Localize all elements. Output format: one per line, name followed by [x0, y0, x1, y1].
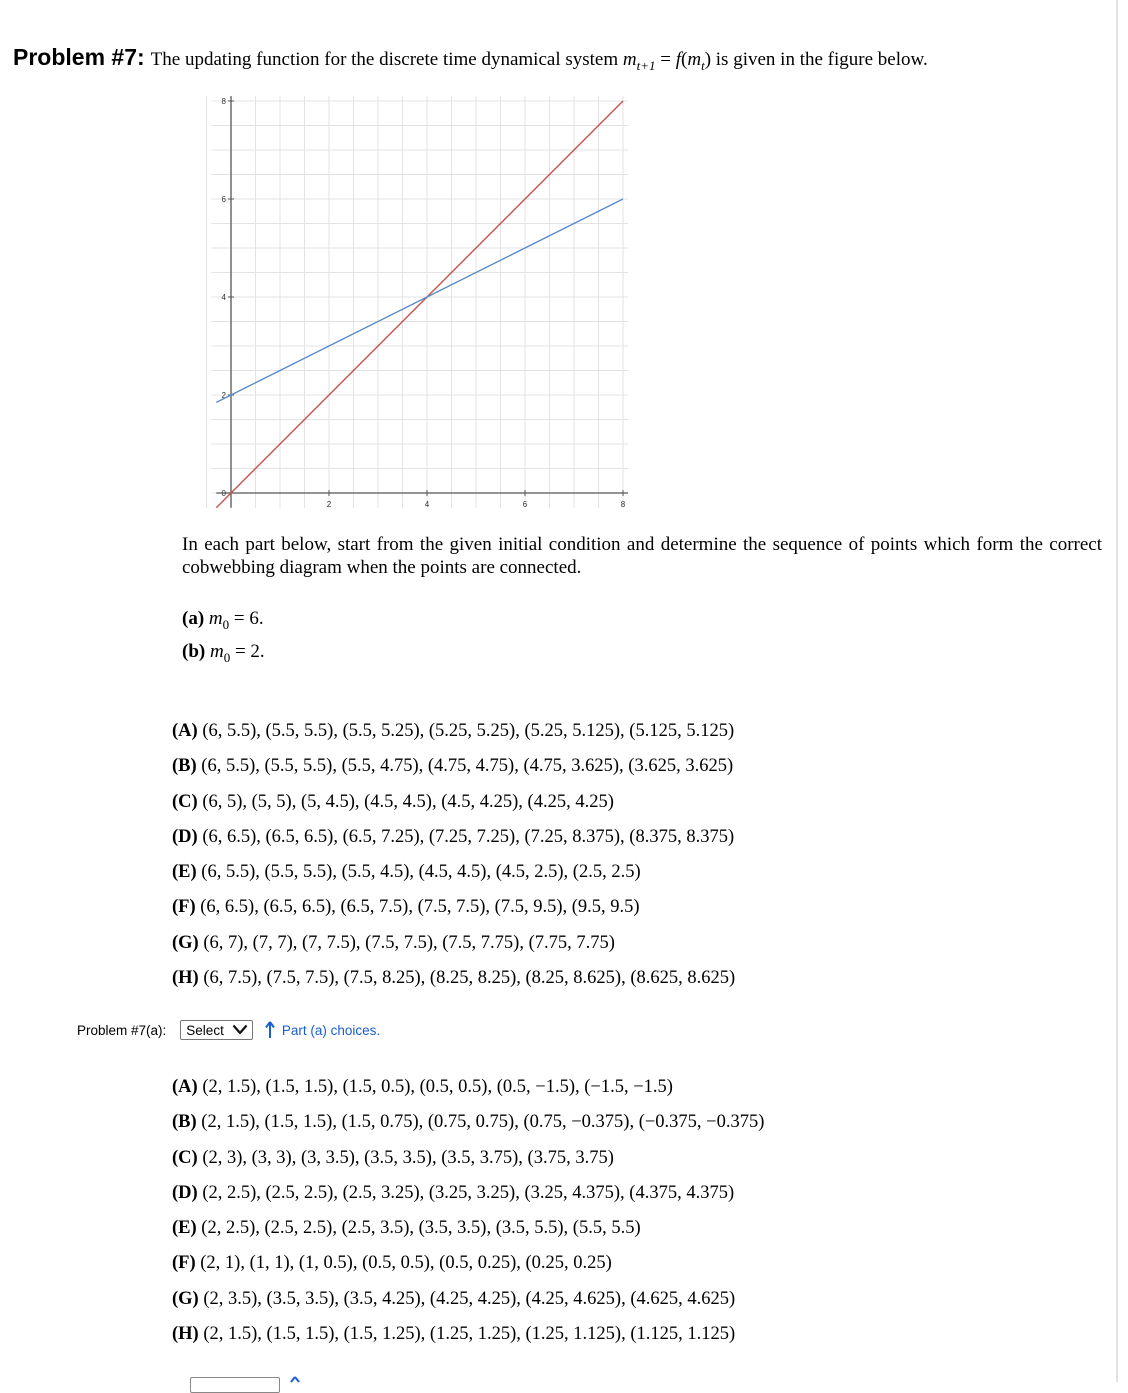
choice-text: (6, 6.5), (6.5, 6.5), (6.5, 7.5), (7.5, 7.5), (7.5, 9.5), (9.5, 9.5) — [200, 897, 640, 918]
answer-select-b[interactable] — [190, 1377, 280, 1393]
statement-prefix: The updating function for the discrete time dynamical system — [150, 49, 623, 70]
answer-row-a — [77, 1020, 380, 1040]
choice-b-G — [172, 1288, 764, 1323]
identity-line — [216, 101, 623, 508]
initial-condition-b — [182, 641, 265, 674]
choice-tag: (E) — [172, 862, 197, 883]
problem-statement: The updating function for the discrete time dynamical system $m_{t+1} = f(m_t)$ is given in the figure below. — [150, 49, 928, 73]
problem-label: Problem #7: — [13, 44, 145, 70]
choice-b-E — [172, 1217, 764, 1252]
choice-tag: (F) — [172, 1253, 196, 1274]
problem-header — [13, 44, 928, 74]
answer-select-a[interactable] — [180, 1020, 253, 1040]
instructions: In each part below, start from the given initial condition and determine the sequence of points which form the correct cobwebbing diagram when the points are connected. — [182, 534, 1102, 578]
cobweb-graph — [195, 88, 645, 513]
choice-tag: (D) — [172, 1182, 198, 1203]
arrow-up-icon — [290, 1376, 300, 1384]
choice-tag: (F) — [172, 897, 196, 918]
choice-tag: (E) — [172, 1218, 197, 1239]
ic-value: = 6. — [229, 608, 264, 629]
choice-tag: (C) — [172, 1147, 198, 1168]
choice-a-E — [172, 861, 735, 896]
initial-condition-a — [182, 608, 265, 641]
part-tag: (b) — [182, 641, 206, 662]
choice-tag: (C) — [172, 791, 198, 812]
page-right-border — [1116, 0, 1118, 1382]
choice-b-F — [172, 1252, 764, 1287]
lhs-var: m — [622, 49, 637, 70]
choice-b-B — [172, 1111, 764, 1146]
rhs-fn: f — [675, 49, 682, 70]
choice-tag: (B) — [172, 756, 197, 777]
initial-conditions — [182, 608, 265, 674]
choice-tag: (H) — [172, 968, 199, 989]
choice-text: (2, 1.5), (1.5, 1.5), (1.5, 0.5), (0.5, 0.5), (0.5, −1.5), (−1.5, −1.5) — [202, 1077, 673, 1097]
choice-text: (2, 2.5), (2.5, 2.5), (2.5, 3.5), (3.5, 3.5), (3.5, 5.5), (5.5, 5.5) — [201, 1218, 641, 1239]
part-b-choices — [172, 1076, 764, 1358]
x-tick-label: 8 — [620, 500, 626, 509]
choice-text: (2, 1.5), (1.5, 1.5), (1.5, 1.25), (1.25, 1.25), (1.25, 1.125), (1.125, 1.125) — [203, 1324, 736, 1345]
y-tick-label: 2 — [221, 391, 226, 400]
choice-text: (6, 5.5), (5.5, 5.5), (5.5, 4.5), (4.5, 4.5), (4.5, 2.5), (2.5, 2.5) — [201, 862, 641, 883]
choice-tag: (D) — [172, 826, 198, 847]
x-tick-label: 2 — [326, 500, 332, 509]
choice-text: (2, 3), (3, 3), (3, 3.5), (3.5, 3.5), (3.5, 3.75), (3.75, 3.75) — [202, 1147, 614, 1168]
choice-a-B — [172, 755, 735, 790]
rhs-sub: t — [701, 57, 705, 73]
choice-text: (2, 1.5), (1.5, 1.5), (1.5, 0.75), (0.75, 0.75), (0.75, −0.375), (−0.375, −0.375) — [201, 1112, 765, 1133]
equals-sign: = — [655, 49, 676, 70]
choice-text: (6, 5), (5, 5), (5, 4.5), (4.5, 4.5), (4.5, 4.25), (4.25, 4.25) — [202, 791, 614, 812]
hint-text: Part (a) choices. — [281, 1022, 381, 1038]
choice-tag: (A) — [172, 1077, 198, 1097]
choice-a-A — [172, 720, 735, 755]
update-function-line — [216, 199, 623, 402]
choice-text: (6, 5.5), (5.5, 5.5), (5.5, 5.25), (5.25, 5.25), (5.25, 5.125), (5.125, 5.125) — [202, 721, 735, 741]
choice-text: (6, 5.5), (5.5, 5.5), (5.5, 4.75), (4.75, 4.75), (4.75, 3.625), (3.625, 3.625) — [201, 756, 734, 777]
choice-a-G — [172, 932, 735, 967]
ic-var: m — [208, 608, 223, 629]
part-a-choices — [172, 720, 735, 1002]
statement-suffix: is given in the figure below. — [711, 49, 928, 70]
y-tick-label: 4 — [221, 293, 226, 302]
choice-tag: (G) — [172, 932, 199, 953]
choice-text: (2, 2.5), (2.5, 2.5), (2.5, 3.25), (3.25, 3.25), (3.25, 4.375), (4.375, 4.375) — [202, 1182, 735, 1203]
origin-label: 0 — [221, 489, 226, 498]
y-tick-label: 6 — [221, 195, 226, 204]
chevron-down-icon — [232, 1023, 248, 1038]
choice-text: (6, 7), (7, 7), (7, 7.5), (7.5, 7.5), (7.5, 7.75), (7.75, 7.75) — [203, 932, 615, 953]
select-value: Select — [186, 1022, 224, 1038]
rhs-var: m — [687, 49, 702, 70]
arrow-up-icon — [265, 1021, 275, 1039]
ic-value: = 2. — [230, 641, 265, 662]
choice-a-D — [172, 826, 735, 861]
graph-lines — [216, 101, 623, 508]
part-tag: (a) — [182, 608, 205, 629]
choice-tag: (A) — [172, 721, 198, 741]
choice-text: (2, 1), (1, 1), (1, 0.5), (0.5, 0.5), (0.5, 0.25), (0.25, 0.25) — [200, 1253, 612, 1274]
choice-a-H — [172, 967, 735, 1002]
choice-a-F — [172, 896, 735, 931]
x-tick-label: 4 — [424, 500, 430, 509]
choice-b-C — [172, 1147, 764, 1182]
part-a-choices-hint — [265, 1021, 380, 1039]
ic-sub: 0 — [223, 649, 231, 665]
choice-text: (6, 7.5), (7.5, 7.5), (7.5, 8.25), (8.25, 8.25), (8.25, 8.625), (8.625, 8.625) — [203, 968, 736, 989]
choice-a-C — [172, 791, 735, 826]
choice-text: (2, 3.5), (3.5, 3.5), (3.5, 4.25), (4.25, 4.25), (4.25, 4.625), (4.625, 4.625) — [203, 1288, 736, 1309]
ic-var: m — [209, 641, 224, 662]
ic-sub: 0 — [222, 616, 230, 632]
choice-tag: (H) — [172, 1324, 199, 1345]
choice-b-H — [172, 1323, 764, 1358]
choice-b-A — [172, 1076, 764, 1111]
choice-b-D — [172, 1182, 764, 1217]
x-tick-label: 6 — [522, 500, 528, 509]
y-tick-label: 8 — [221, 97, 226, 106]
choice-tag: (G) — [172, 1288, 199, 1309]
choice-tag: (B) — [172, 1112, 197, 1133]
answer-label: Problem #7(a): — [77, 1022, 167, 1038]
lhs-sub: t+1 — [636, 57, 656, 73]
choice-text: (6, 6.5), (6.5, 6.5), (6.5, 7.25), (7.25, 7.25), (7.25, 8.375), (8.375, 8.375) — [202, 826, 735, 847]
